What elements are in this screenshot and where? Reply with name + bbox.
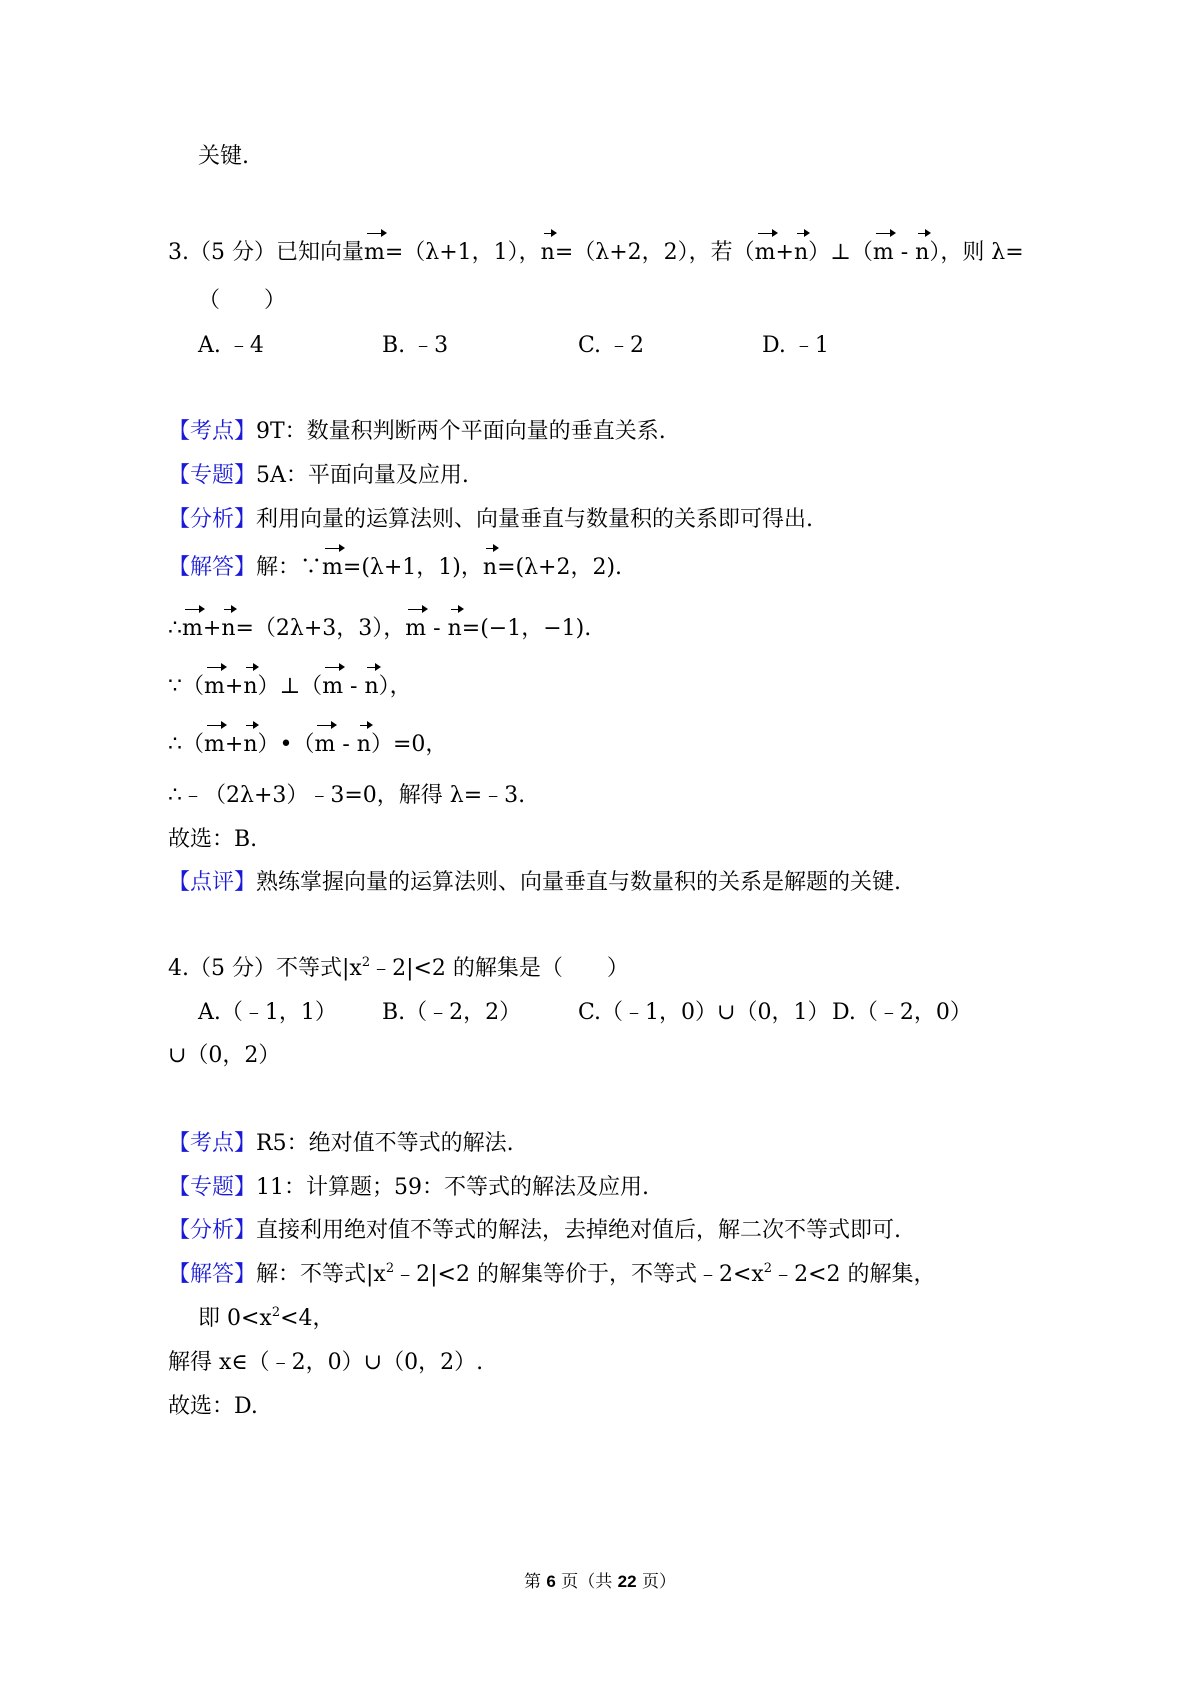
q4-zhuanti: 【专题】11：计算题；59：不等式的解法及应用. (168, 1175, 649, 1200)
q3-zhuanti: 【专题】5A：平面向量及应用. (168, 463, 469, 488)
q3-choose: 故选：B. (168, 827, 258, 852)
q4-jieda-2: 即 $0<x^2<4$， (198, 1305, 335, 1331)
q3-jieda-2: ∴m+n=（2λ+3，3），m - n=(−1，−1). (168, 614, 591, 644)
q4-choose: 故选：D. (168, 1394, 258, 1419)
q3-option-b: B. ﹣3 (382, 333, 449, 358)
q3-option-a: A. ﹣4 (198, 333, 264, 358)
q4-option-b: B.（﹣2，2） (382, 1000, 522, 1025)
q3-blank: （ ） (198, 288, 287, 313)
q3-dianping: 【点评】熟练掌握向量的运算法则、向量垂直与数量积的关系是解题的关键. (168, 870, 902, 895)
q3-kaodian: 【考点】9T：数量积判断两个平面向量的垂直关系. (168, 419, 666, 444)
q4-option-c: C.（﹣1，0）∪（0，1） (578, 1000, 830, 1025)
q3-jieda-1: 【解答】解：∵m=(λ+1，1)，n=(λ+2，2). (168, 553, 622, 583)
q4-kaodian: 【考点】R5：绝对值不等式的解法. (168, 1131, 514, 1156)
q3-jieda-3: ∵（m+n）⊥（m - n）， (168, 672, 412, 702)
page-number: 6 (546, 1572, 556, 1591)
page-footer: 第 6 页（共 22 页） (523, 1572, 676, 1592)
q4-stem: 4.（5 分）不等式$|x^2﹣2|<2$ 的解集是（ ） (168, 955, 629, 981)
page-total: 22 (617, 1572, 637, 1591)
q4-fenxi: 【分析】直接利用绝对值不等式的解法，去掉绝对值后，解二次不等式即可. (168, 1218, 902, 1243)
q3-jieda-5: ∴﹣（2λ+3）﹣3=0，解得 λ=﹣3. (168, 783, 526, 808)
vector-m: m (364, 238, 385, 268)
q3-stem: 3.（5 分）已知向量m=（λ+1，1），n=（λ+2，2），若（m+n）⊥（m - n），则 λ= (168, 238, 1024, 268)
q4-jieda-3: 解得 x∈（﹣2，0）∪（0，2）. (168, 1350, 484, 1375)
q3-option-c: C. ﹣2 (578, 333, 645, 358)
continuation-text: 关键. (198, 144, 249, 169)
q4-option-d: D.（﹣2，0） (832, 1000, 972, 1025)
vector-n: n (541, 238, 555, 268)
q3-fenxi: 【分析】利用向量的运算法则、向量垂直与数量积的关系即可得出. (168, 507, 814, 532)
q3-option-d: D. ﹣1 (762, 333, 829, 358)
q4-option-d-cont: ∪（0，2） (168, 1043, 281, 1068)
q3-jieda-4: ∴（m+n）•（m - n）=0， (168, 730, 447, 760)
q4-option-a: A.（﹣1，1） (198, 1000, 337, 1025)
q4-jieda-1: 【解答】解：不等式$|x^2﹣2|<2$ 的解集等价于，不等式$﹣2<x^2﹣2<2$ 的解集， (168, 1261, 936, 1287)
